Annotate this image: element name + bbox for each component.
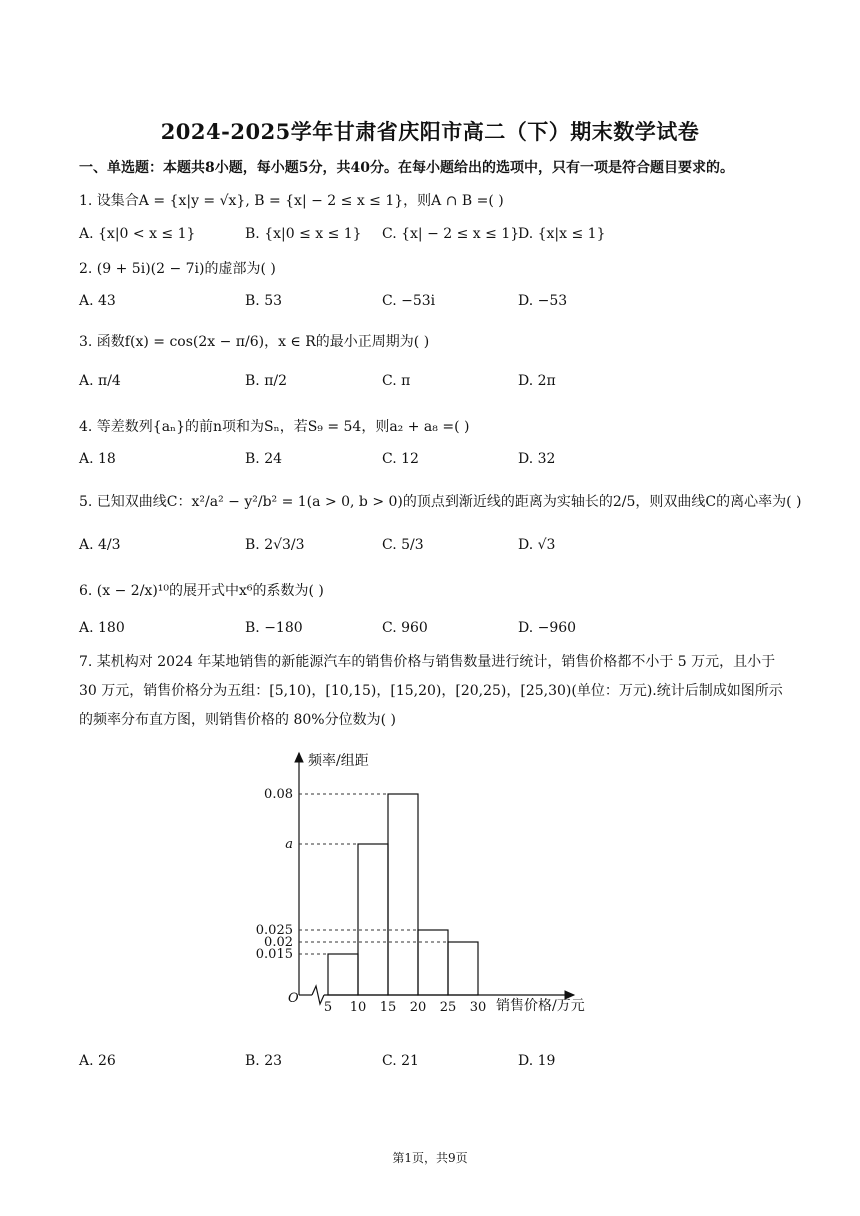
q2-option-a[interactable]: A. 43 bbox=[79, 293, 116, 309]
q4-option-d[interactable]: D. 32 bbox=[518, 451, 556, 467]
histogram-bar bbox=[328, 954, 358, 995]
q1-option-b[interactable]: B. {x|0 ≤ x ≤ 1} bbox=[245, 226, 362, 242]
origin-label: O bbox=[288, 991, 299, 1006]
q5-option-c[interactable]: C. 5/3 bbox=[382, 537, 424, 553]
question-6-stem: 6. (x − 2/x)¹⁰的展开式中x⁶的系数为( ) bbox=[79, 583, 324, 599]
q4-option-a[interactable]: A. 18 bbox=[79, 451, 116, 467]
q7-option-c[interactable]: C. 21 bbox=[382, 1053, 419, 1069]
x-tick-label: 30 bbox=[469, 1000, 487, 1015]
q7-option-a[interactable]: A. 26 bbox=[79, 1053, 116, 1069]
q3-option-a[interactable]: A. π/4 bbox=[79, 373, 121, 389]
page-footer: 第1页，共9页 bbox=[392, 1151, 468, 1165]
q6-option-d[interactable]: D. −960 bbox=[518, 620, 577, 636]
y-axis-label: 频率/组距 bbox=[308, 753, 369, 769]
page-title: 2024-2025学年甘肃省庆阳市高二（下）期末数学试卷 bbox=[160, 119, 700, 144]
q3-option-c[interactable]: C. π bbox=[382, 373, 411, 389]
question-7-stem: 7. 某机构对 2024 年某地销售的新能源汽车的销售价格与销售数量进行统计，销售价格都不小于 5 万元，且小于 30 万元，销售价格分为五组：[5,10)，[10,15)，[15,20)，[20,25)，[25,30)(单位：万元).统计后制成如图所示的频率分布直方图，则销售价格的 80%分位数为( ) bbox=[79, 654, 783, 728]
question-5-stem: 5. 已知双曲线C：x²/a² − y²/b² = 1(a > 0, b > 0)的顶点到渐近线的距离为实轴长的2/5，则双曲线C的离心率为( ) bbox=[79, 494, 802, 510]
histogram-bar bbox=[418, 930, 448, 995]
frequency-histogram bbox=[250, 745, 610, 1025]
x-axis-break bbox=[312, 986, 324, 1004]
x-axis-label: 销售价格/万元 bbox=[496, 998, 585, 1014]
y-tick-label: 0.02 bbox=[264, 935, 293, 950]
x-tick-label: 25 bbox=[439, 1000, 457, 1015]
question-4-stem: 4. 等差数列{aₙ}的前n项和为Sₙ，若S₉ = 54，则a₂ + a₈ =( ) bbox=[79, 419, 470, 435]
q4-option-c[interactable]: C. 12 bbox=[382, 451, 419, 467]
q5-option-d[interactable]: D. √3 bbox=[518, 537, 556, 553]
q2-option-b[interactable]: B. 53 bbox=[245, 293, 283, 309]
x-tick-label: 15 bbox=[379, 1000, 397, 1015]
q2-option-c[interactable]: C. −53i bbox=[382, 293, 436, 309]
q6-option-a[interactable]: A. 180 bbox=[79, 620, 125, 636]
question-2-stem: 2. (9 + 5i)(2 − 7i)的虚部为( ) bbox=[79, 261, 276, 277]
q1-option-a[interactable]: A. {x|0 < x ≤ 1} bbox=[79, 226, 196, 242]
q3-option-b[interactable]: B. π/2 bbox=[245, 373, 288, 389]
histogram-bar bbox=[358, 844, 388, 995]
histogram-bar bbox=[448, 942, 478, 995]
histogram-bar bbox=[388, 794, 418, 995]
q7-option-b[interactable]: B. 23 bbox=[245, 1053, 283, 1069]
y-tick-label: 0.025 bbox=[255, 923, 293, 938]
x-tick-label: 10 bbox=[349, 1000, 367, 1015]
question-1-stem: 1. 设集合A = {x|y = √x}, B = {x| − 2 ≤ x ≤ 1}，则A ∩ B =( ) bbox=[79, 193, 504, 209]
q3-option-d[interactable]: D. 2π bbox=[518, 373, 556, 389]
y-tick-label: 0.015 bbox=[255, 947, 293, 962]
question-3-stem: 3. 函数f(x) = cos(2x − π/6)，x ∈ R的最小正周期为( ) bbox=[79, 334, 430, 350]
q5-option-b[interactable]: B. 2√3/3 bbox=[245, 537, 305, 553]
q5-option-a[interactable]: A. 4/3 bbox=[79, 537, 121, 553]
x-tick-label: 20 bbox=[409, 1000, 427, 1015]
section-heading: 一、单选题：本题共8小题，每小题5分，共40分。在每小题给出的选项中，只有一项是符合题目要求的。 bbox=[79, 160, 734, 176]
y-tick-label: 0.08 bbox=[264, 787, 293, 802]
x-tick-label: 5 bbox=[323, 1000, 333, 1015]
q6-option-c[interactable]: C. 960 bbox=[382, 620, 428, 636]
q1-option-d[interactable]: D. {x|x ≤ 1} bbox=[518, 226, 606, 242]
q6-option-b[interactable]: B. −180 bbox=[245, 620, 303, 636]
q2-option-d[interactable]: D. −53 bbox=[518, 293, 568, 309]
q4-option-b[interactable]: B. 24 bbox=[245, 451, 283, 467]
q1-option-c[interactable]: C. {x| − 2 ≤ x ≤ 1} bbox=[382, 226, 520, 242]
y-tick-label: a bbox=[285, 837, 293, 852]
q7-option-d[interactable]: D. 19 bbox=[518, 1053, 556, 1069]
